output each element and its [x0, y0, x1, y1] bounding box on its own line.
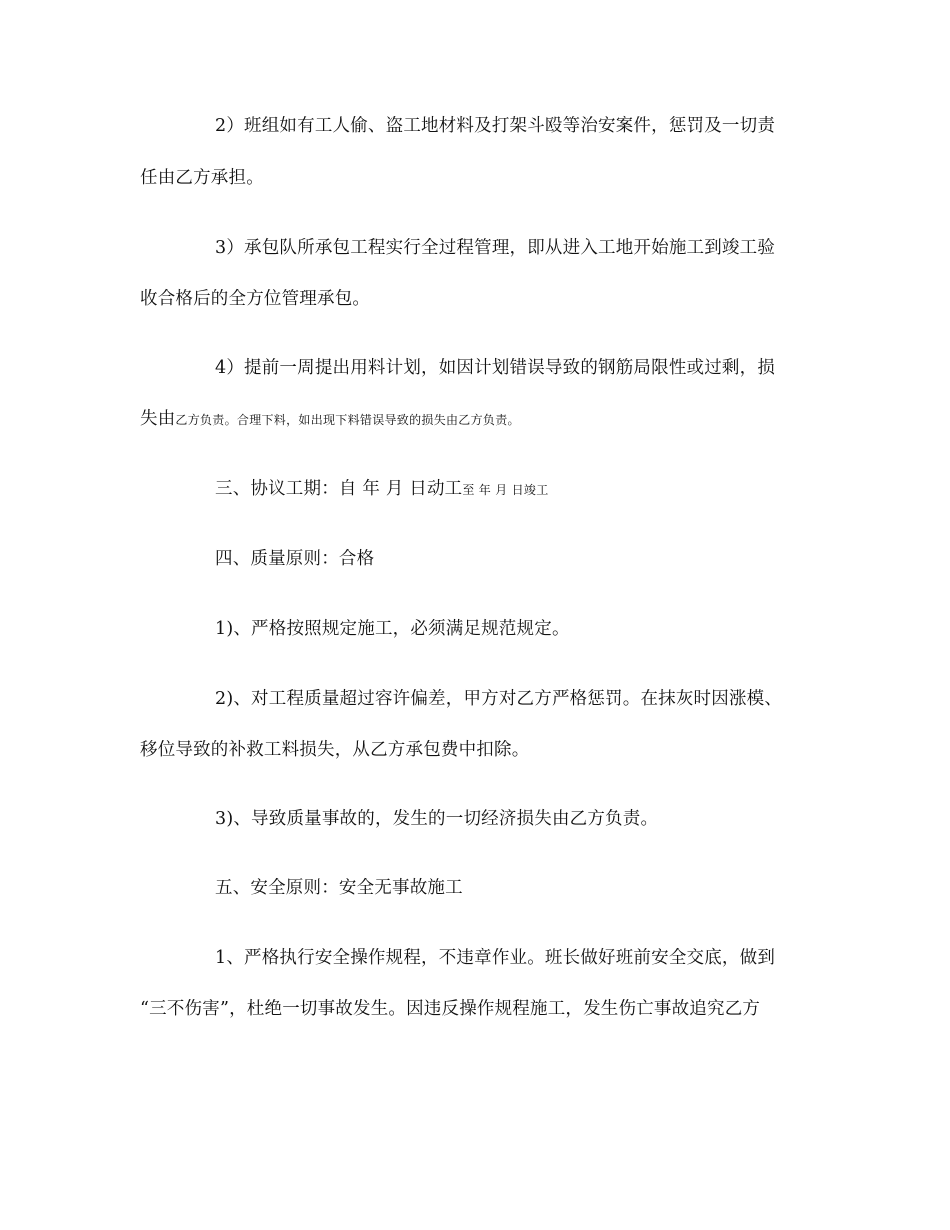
safety-item-1-line-2: “三不伤害”，杜绝一切事故发生。因违反操作规程施工，发生伤亡事故追究乙方: [140, 999, 761, 1019]
safety-item-1-line-1: 1、严格执行安全操作规程，不违章作业。班长做好班前安全交底，做到: [215, 948, 776, 968]
section-3-heading: 三、协议工期：自 年 月 日动工: [215, 479, 463, 499]
paragraph-3-line-2: 收合格后的全方位管理承包。: [140, 289, 371, 309]
paragraph-2-line-1: 2）班组如有工人偷、盗工地材料及打架斗殴等治安案件，惩罚及一切责: [215, 116, 776, 136]
quality-item-3: 3)、导致质量事故的，发生的一切经济损失由乙方负责。: [215, 809, 659, 829]
quality-item-2-line-2: 移位导致的补救工料损失，从乙方承包费中扣除。: [140, 740, 530, 760]
paragraph-3-line-1: 3）承包队所承包工程实行全过程管理，即从进入工地开始施工到竣工验: [215, 238, 776, 258]
paragraph-4-line-1: 4）提前一周提出用料计划，如因计划错误导致的钢筋局限性或过剩，损: [215, 358, 776, 378]
paragraph-2-line-2: 任由乙方承担。: [140, 168, 264, 188]
section-3-completion: 至 年 月 日竣工: [462, 483, 549, 497]
paragraph-4-line-2: [140, 407, 520, 432]
paragraph-4-line-2-large: 失由: [140, 409, 176, 429]
quality-item-1: 1)、严格按照规定施工，必须满足规范规定。: [215, 619, 570, 639]
section-5-heading: 五、安全原则：安全无事故施工: [215, 878, 463, 898]
section-4-heading: 四、质量原则：合格: [215, 549, 375, 569]
section-3-schedule: [215, 477, 549, 502]
paragraph-4-line-2-small: 乙方负责。合理下料，如出现下料错误导致的损失由乙方负责。: [175, 413, 520, 427]
quality-item-2-line-1: 2)、对工程质量超过容许偏差，甲方对乙方严格惩罚。在抹灰时因涨模、: [215, 689, 783, 709]
